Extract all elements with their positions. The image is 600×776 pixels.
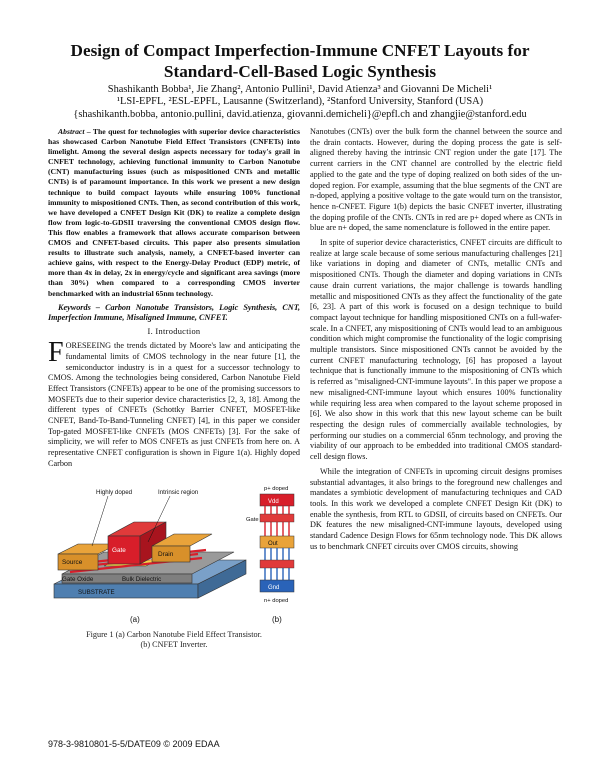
keywords <box>48 303 300 324</box>
figure-caption <box>48 630 300 651</box>
label-highly-doped: Highly doped <box>96 488 133 496</box>
intro-first-word: ORESEEING <box>65 341 112 351</box>
cnfet-diagram <box>48 476 300 628</box>
label-source: Source <box>62 558 83 566</box>
label-intrinsic: Intrinsic region <box>158 488 199 496</box>
label-out: Out <box>268 540 278 547</box>
author-block <box>40 84 560 121</box>
label-gate-right: Gate <box>246 516 259 523</box>
abstract-label: Abstract – <box>58 127 91 136</box>
intro-paragraph <box>48 337 300 469</box>
intro-text: the trends dictated by Moore's law and anticipating the fundamental limits of CMOS technology in the near future [1], the semiconductor industry is in a quest for a successor technology to CMOS. Among the technologies being considered, Carbon Nanotube Field Effect Transistors (CNFETs) appear to be one of the promising successors to MOSFETs due to their superior device characteristics [2, 3, 18]. Among the different types of CNFETs (Schottky Barrier CNFET, MOSFET-like CNFET, Band-To-Band-Tunneling CNFET) [4], in this paper we consider Top-gated MOSFET-like CNFETs (MOS CNFETs) [3]. For the sake of simplicity, we will refer to MOS CNFETs as just CNFETs from here on. A representative CNFET configuration is shown in Figure 1(a). Highly doped Carbon <box>48 341 300 468</box>
footer-isbn: 978-3-9810801-5-5/DATE09 © 2009 EDAA <box>48 739 220 749</box>
keywords-text: Carbon Nanotube Transistors, Logic Synthesis, CNT, Imperfection Immune, Misaligned Immune, CNFET. <box>48 302 301 322</box>
emails-line: {shashikanth.bobba, antonio.pullini, david.atienza, giovanni.demicheli}@epfl.ch and zhangjie@stanford.edu <box>73 108 527 120</box>
left-column <box>48 127 300 651</box>
keywords-label: Keywords – <box>58 302 100 312</box>
authors-line: Shashikanth Bobba¹, Jie Zhang², Antonio Pullini¹, David Atienza³ and Giovanni De Micheli¹ <box>107 84 493 95</box>
right-paragraph-2: In spite of superior device characteristics, CNFET circuits are difficult to realize at large scale because of some serious manufacturing challenges [21] like variations in doping and diameter of CNTs, metallic CNTs and mispositioned CNTs. Though the diameter and doping variations in CNTs cause drain current variations, the major challenge is towards handling metallic and mispositioned CNTs as they affect the functionality of the gate [6, 23]. A part of this work is focused on a design technique to build compact layout technique for handling mispositioned CNTs on a full-wafer-scale. In a CNFET, any mispositioning of CNTs would lead to an ambiguous condition which might compromise the functionality of the logic comprising multiple transistors. Since mispositioned CNTs cannot be avoided by the current CNFET manufacturing technology, [6] has proposed a layout technique that is functionally immune to the mispositioning of CNTs which is referred as "misaligned-CNT-immune layouts". In this paper we propose a new misaligned-CNT-immune layout which ensures 100% functionality while requiring less area when compared to the layout scheme proposed in [6]. We also show in this work that this new layout scheme can be built respecting the design rules of commercially available technologies, by performing our studies on a commercial 65nm technology, and proving the viability of our approach to be embedded into traditional CMOS standard-cell design flows. <box>310 238 562 462</box>
label-drain: Drain <box>158 550 174 558</box>
label-b: (b) <box>272 614 282 624</box>
affiliations-line: ¹LSI-EPFL, ²ESL-EPFL, Lausanne (Switzerland), ²Stanford University, Stanford (USA) <box>116 96 484 108</box>
gate-n-strip <box>260 560 294 568</box>
substrate-front <box>54 584 198 598</box>
label-bulk-dielectric: Bulk Dielectric <box>122 575 162 583</box>
abstract-text: The quest for technologies with superior device characteristics has showcased Carbon Nanotube Field Effect Transistors (CNFETs) into limelight. Among the several design aspects necessary for today's grail in CNFET technology, achieving functional immunity to Carbon Nanotube (CNT) manufacturing issues (such as mispositioned CNTs and metallic CNTs) is of paramount importance. In this work we present a new design technique to build compact layouts while ensuring 100% functional immunity to mispositioned CNTs. Then, as second contribution of this work, we have developed a CNFET Design Kit (DK) to realize a complete design flow from logic-to-GDSII traversing the conventional CMOS design flow. This flow enables a framework that allows accurate comparison between CMOS and CNFET-based circuits. This paper also presents simulation results to illustrate such analysis, namely, a CNFET-based inverter can achieve gains, with respect to the Energy-Delay Product (EDP) metric, of more than 4x in delay, 2x in energy/cycle and significant area savings (more than 30%) when compared to a corresponding CMOS inverter benchmarked with an industrial 65nm technology. <box>48 127 300 298</box>
caption-line-2: (b) CNFET Inverter. <box>140 640 208 650</box>
label-gate: Gate <box>112 546 126 554</box>
section-heading: I. Introduction <box>147 327 201 337</box>
figure-1 <box>48 476 300 628</box>
label-n-doped: n+ doped <box>264 597 289 604</box>
abstract <box>48 127 300 299</box>
caption-line-1: Figure 1 (a) Carbon Nanotube Field Effect Transistor. <box>86 629 262 639</box>
label-p-doped: p+ doped <box>264 485 289 492</box>
gate-p-strip <box>260 514 294 522</box>
right-paragraph-1: Nanotubes (CNTs) over the bulk form the channel between the source and the drain contacts. However, during the doping process the gate is self-aligned thereby having the intrinsic CNT region under the gate [17]. The current carriers in the CNT channel are controlled by the electric field applied to the gate and the type of doping realized on both sides of the un-doped region. For example, assuming that the blue segments of the CNT are n-doped, applying a positive voltage to the gate would turn on the transistor, hence n-CNFET. Figure 1(b) depicts the basic CNFET inverter, illustrating the doping profile of the CNTs. CNTs in red are p+ doped where as CNTs in blue are n+ doped, the same nomenclature is followed in the entire paper. <box>310 127 562 233</box>
right-column <box>310 127 562 556</box>
right-paragraph-3: While the integration of CNFETs in upcoming circuit designs promises substantial advantages, it also brings to the foreground new challenges and mandates a symbiotic development of manufacturing techniques and CAD tools. In this work we developed a complete CNFET Design Kit (DK) to enable the synthesis, from RTL to GDSII, of circuits based on CNFETs. Our DK features the new misaligned-CNT-immune layouts, developed using standard Cadence Design Flows for 65nm technology node. This DK allows us to benchmark CNFET circuits over CMOS circuits, showing <box>310 466 562 551</box>
label-vdd: Vdd <box>268 498 279 505</box>
dropcap: F <box>48 337 64 369</box>
label-gate-oxide: Gate Oxide <box>62 575 94 583</box>
label-substrate: SUBSTRATE <box>78 588 115 596</box>
label-a: (a) <box>130 614 140 624</box>
leader-line <box>92 496 108 546</box>
paper-title: Design of Compact Imperfection-Immune CNFET Layouts for Standard-Cell-Based Logic Synthesis <box>70 41 530 81</box>
label-gnd: Gnd <box>268 584 280 591</box>
